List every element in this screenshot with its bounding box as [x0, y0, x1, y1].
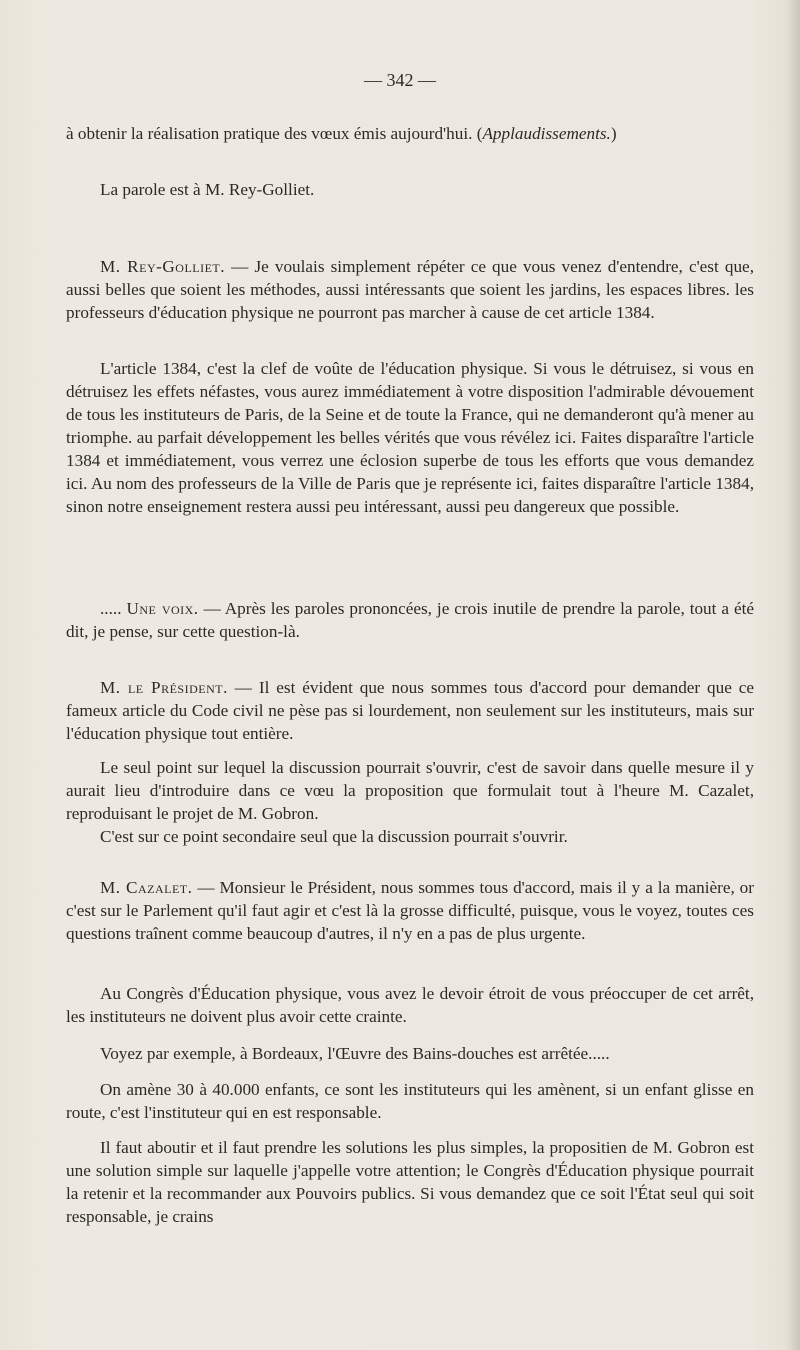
ellipsis: .....	[100, 599, 122, 618]
paragraph-2	[66, 178, 754, 201]
paragraph-4-text: L'article 1384, c'est la clef de voûte de l'éducation physique. Si vous le détruisez, si vous en détruisez les effets néfastes, vous aurez immédiatement à votre disposition l'admirable dévouement de tous les instituteurs de Paris, de la Seine et de toute la France, qui ne demanderont qu'à mener au triomphe. au parfait développement les belles vérités que vous révélez ici. Faites disparaître l'article 1384 et immédiatement, vous verrez une éclosion superbe de tous les efforts que vous demandez ici. Au nom des professeurs de la Ville de Paris que je représente ici, faites disparaître l'article 1384, sinon notre enseignement restera aussi peu intéressant, aussi peu dangereux que possible.	[66, 359, 754, 516]
paragraph-5	[66, 597, 754, 643]
paragraph-3	[66, 255, 754, 324]
paragraph-13	[66, 1136, 754, 1228]
paragraph-6-text: — Il est évident que nous sommes tous d'accord pour demander que ce fameux article du Code civil ne pèse pas si lourdement, non seulement sur les instituteurs, mais sur l'éducation physique tout entière.	[66, 678, 755, 743]
paragraph-10-text: Au Congrès d'Éducation physique, vous avez le devoir étroit de vous préoccuper de cet arrêt, les instituteurs ne doivent plus avoir cette crainte.	[66, 984, 754, 1026]
paragraph-2-text: La parole est à M. Rey-Golliet.	[100, 180, 315, 199]
speaker-president: M. le Président.	[100, 678, 228, 697]
paragraph-9	[66, 876, 754, 945]
paragraph-3-text: — Je voulais simplement répéter ce que vous venez d'entendre, c'est que, aussi belles que soient les méthodes, aussi intéressants que soient les jardins, les espaces libres. les professeurs d'éducation physique ne pourront pas marcher à cause de cet article 1384.	[66, 257, 754, 322]
paragraph-7-text: Le seul point sur lequel la discussion pourrait s'ouvrir, c'est de savoir dans quelle mesure il y aurait lieu d'introduire dans ce vœu la proposition que formulait tout à l'heure M. Cazalet, reproduisant le projet de M. Gobron.	[66, 758, 754, 823]
speaker-cazalet: M. Cazalet.	[100, 878, 193, 897]
paragraph-12-text: On amène 30 à 40.000 enfants, ce sont les instituteurs qui les amènent, si un enfant glisse en route, c'est l'instituteur qui en est responsable.	[66, 1080, 754, 1122]
paragraph-6	[66, 676, 754, 745]
paragraph-1-text: à obtenir la réalisation pratique des vœux émis aujourd'hui. (	[66, 124, 483, 143]
paragraph-9-text: — Monsieur le Président, nous sommes tous d'accord, mais il y a la manière, or c'est sur le Parlement qu'il faut agir et c'est là la grosse difficulté, puisque, vous le voyez, toutes ces questions traînent comme beaucoup d'autres, il n'y en a pas de plus urgente.	[66, 878, 755, 943]
paragraph-7	[66, 756, 754, 825]
speaker-rey-golliet: M. Rey-Golliet.	[100, 257, 226, 276]
paragraph-8-text: C'est sur ce point secondaire seul que la discussion pourrait s'ouvrir.	[100, 827, 568, 846]
paragraph-8	[66, 825, 754, 848]
paragraph-10	[66, 982, 754, 1028]
paragraph-1	[66, 122, 754, 145]
paragraph-1-close: )	[610, 124, 617, 143]
applause-note: Applaudissements.	[482, 124, 611, 143]
paragraph-4	[66, 357, 754, 518]
paragraph-12	[66, 1078, 754, 1124]
paragraph-13-text: Il faut aboutir et il faut prendre les solutions les plus simples, la propositien de M. Gobron est une solution simple sur laquelle j'appelle votre attention; le Congrès d'Éducation physique pourrait la retenir et la recommander aux Pouvoirs publics. Si vous demandez que ce soit l'État seul qui soit responsable, je crains	[66, 1138, 754, 1226]
page-edge-shadow	[786, 0, 800, 1350]
paragraph-5-text: — Après les paroles prononcées, je crois inutile de prendre la parole, tout a été dit, je pense, sur cette question-là.	[66, 599, 755, 641]
page-number: — 342 —	[364, 70, 436, 90]
paragraph-11-text: Voyez par exemple, à Bordeaux, l'Œuvre des Bains-douches est arrêtée.....	[100, 1044, 610, 1063]
speaker-une-voix: Une voix.	[126, 599, 199, 618]
paragraph-11	[66, 1042, 754, 1065]
